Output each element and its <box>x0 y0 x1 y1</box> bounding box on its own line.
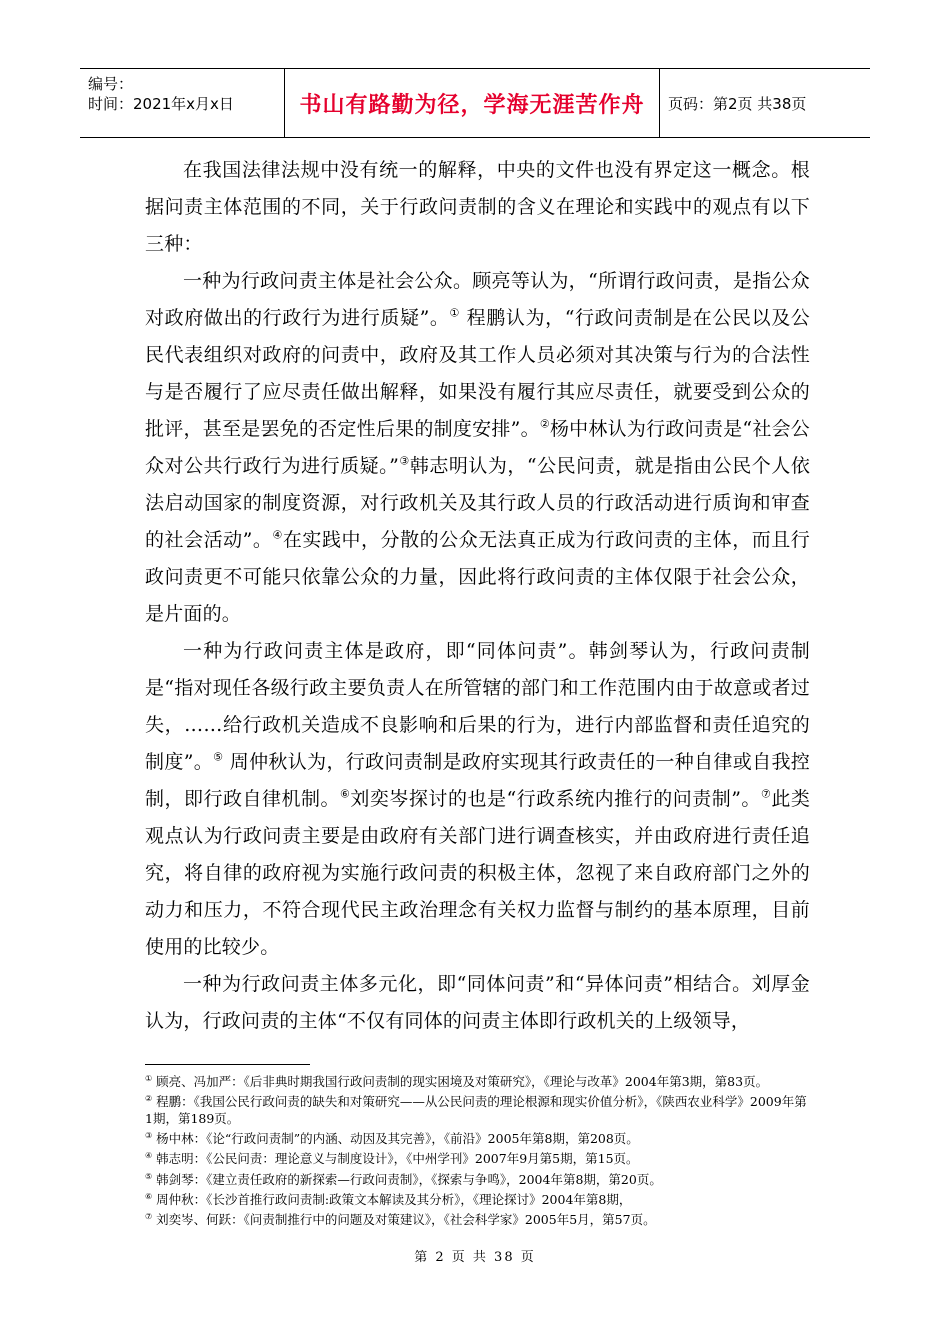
footnote-mark: ① <box>145 1074 153 1083</box>
footnote-item <box>145 1168 810 1188</box>
paragraph-text: 程鹏认为，“行政问责制是在公民以及公民代表组织对政府的问责中，政府及其工作人员必须对其决策与行为的合法性与是否履行了应尽责任做出解释，如果没有履行其应尽责任，就要受到公众的批评，甚至是罢免的否定性后果的制度安排”。 <box>145 307 811 440</box>
paragraph-text: 在我国法律法规中没有统一的解释，中央的文件也没有界定这一概念。根据问责主体范围的不同，关于行政问责制的含义在理论和实践中的观点有以下三种： <box>145 159 810 255</box>
body-text <box>145 152 810 1040</box>
paragraph-text: 一种为行政问责主体多元化，即“同体问责”和“异体问责”相结合。刘厚金认为，行政问责的主体“不仅有同体的问责主体即行政机关的上级领导， <box>145 973 810 1032</box>
paragraph-text: 周仲秋认为，行政问责制是政府实现其行政责任的一种自律或自我控制，即行政自律机制。 <box>145 751 811 810</box>
footnote-text: 韩剑琴：《建立责任政府的新探索—行政问责制》，《探索与争鸣》，2004年第8期，第20页。 <box>152 1171 662 1187</box>
footnote-text: 刘奕岑、何跃：《问责制推行中的问题及对策建议》，《社会科学家》2005年5月，第57页。 <box>152 1212 656 1228</box>
header-date-label: 时间：2021年x月x日 <box>88 95 234 113</box>
footnotes <box>145 1070 810 1228</box>
header-motto-cell <box>284 69 660 137</box>
footnote-reference[interactable]: ① <box>449 306 461 320</box>
header-page-info: 页码：第2页 共38页 <box>668 94 807 113</box>
paragraph <box>145 633 810 966</box>
paragraph <box>145 966 810 1040</box>
paragraph-text: 刘奕岑探讨的也是“行政系统内推行的问责制”。 <box>350 788 761 810</box>
footnote-text: 顾亮、冯加严：《后非典时期我国行政问责制的现实困境及对策研究》，《理论与改革》2004年第3期，第83页。 <box>152 1074 769 1090</box>
document-header <box>80 68 870 138</box>
footnote-text: 程鹏：《我国公民行政问责的缺失和对策研究——从公民问责的理论根源和现实价值分析》，《陕西农业科学》2009年第1期，第189页。 <box>145 1094 807 1127</box>
footnote-mark: ③ <box>145 1131 153 1141</box>
footnote-reference[interactable]: ⑦ <box>760 787 772 801</box>
paragraph <box>145 152 810 263</box>
footnote-reference[interactable]: ⑤ <box>213 750 224 764</box>
footnote-reference[interactable]: ⑥ <box>340 787 351 801</box>
paragraph-text: 一种为行政问责主体是政府，即“同体问责”。韩剑琴认为，行政问责制是“指对现任各级行政主要负责人在所管辖的部门和工作范围内由于故意或者过失，……给行政机关造成不良影响和后果的行为，进行内部监督和责任追究的制度”。 <box>145 640 810 773</box>
footnote-mark: ⑤ <box>145 1171 153 1181</box>
footnote-item <box>145 1090 810 1127</box>
footnote-mark: ⑥ <box>145 1191 153 1201</box>
paragraph-text: 韩志明认为，“公民问责，就是指由公民个人依法启动国家的制度资源，对行政机关及其行政人员的行政活动进行质询和审查的社会活动”。 <box>145 455 811 551</box>
header-number-label: 编号： <box>88 75 134 93</box>
header-motto: 书山有路勤为径，学海无涯苦作舟 <box>299 92 645 118</box>
paragraph-text: 此类观点认为行政问责主要是由政府有关部门进行调查核实，并由政府进行责任追究，将自律的政府视为实施行政问责的积极主体，忽视了来自政府部门之外的动力和压力，不符合现代民主政治理念有关权力监督与制约的基本原理，目前使用的比较少。 <box>145 788 811 958</box>
footnote-mark: ④ <box>145 1151 153 1161</box>
footnote-reference[interactable]: ③ <box>399 454 410 468</box>
footnote-item <box>145 1188 810 1208</box>
paragraph-text: 在实践中，分散的公众无法真正成为行政问责的主体，而且行政问责更不可能只依靠公众的力量，因此将行政问责的主体仅限于社会公众，是片面的。 <box>145 529 810 625</box>
footnote-mark: ② <box>145 1094 153 1104</box>
footnote-text: 周仲秋：《长沙首推行政问责制:政策文本解读及其分析》，《理论探讨》2004年第8期， <box>152 1191 632 1207</box>
paragraph-text: 杨中林认为行政问责是“社会公众对公共行政行为进行质疑。” <box>145 418 811 477</box>
footnote-text: 韩志明：《公民问责：理论意义与制度设计》，《中州学刊》2007年9月第5期，第15页。 <box>152 1151 639 1167</box>
footnote-item <box>145 1070 810 1090</box>
footnote-item <box>145 1127 810 1147</box>
header-meta <box>80 69 280 137</box>
footnote-item <box>145 1208 810 1228</box>
footnote-divider <box>145 1064 310 1065</box>
paragraph-text: 一种为行政问责主体是社会公众。顾亮等认为，“所谓行政问责，是指公众对政府做出的行政行为进行质疑”。 <box>145 270 810 329</box>
footnote-reference[interactable]: ② <box>539 417 550 431</box>
footnote-reference[interactable]: ④ <box>272 528 283 542</box>
footnote-item <box>145 1147 810 1167</box>
footnote-text: 杨中林：《论“行政问责制”的内涵、动因及其完善》，《前沿》2005年第8期，第208页。 <box>152 1131 639 1147</box>
page-footer: 第 2 页 共 38 页 <box>414 1250 536 1265</box>
paragraph <box>145 263 810 633</box>
footnote-mark: ⑦ <box>145 1211 153 1221</box>
